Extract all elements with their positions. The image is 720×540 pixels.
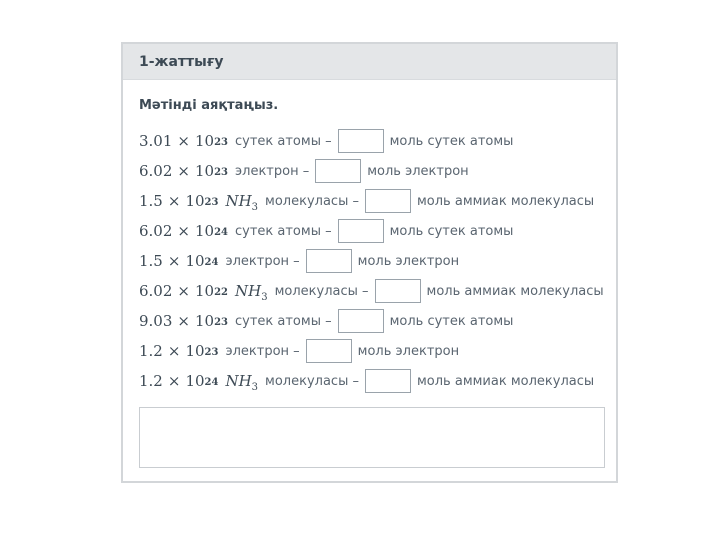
mantissa: 1.5 (139, 192, 163, 210)
base-ten: 10 (185, 192, 205, 210)
base-ten: 10 (194, 312, 215, 330)
base-ten: 10 (185, 342, 205, 360)
row-label: сутек атомы – (235, 313, 332, 329)
question-row (139, 308, 513, 334)
question-row (139, 218, 513, 244)
unit-label: моль аммиак молекуласы (416, 193, 595, 209)
chem-subscript: 3 (251, 202, 259, 213)
question-row (139, 248, 459, 274)
chem-subscript: 3 (261, 292, 268, 303)
answer-input[interactable] (338, 129, 384, 153)
chem-symbol: NH (225, 372, 252, 390)
chem-formula (235, 282, 268, 303)
exercise-card (121, 42, 618, 483)
answer-input[interactable] (365, 189, 411, 213)
math-quantity: 6.02 × 10 $^{22}$ $NH_3$ (139, 282, 268, 303)
unit-label: моль электрон (367, 163, 469, 179)
question-row (139, 128, 513, 154)
card-header (123, 44, 616, 80)
answer-input[interactable] (365, 369, 411, 393)
answer-input[interactable] (338, 309, 384, 333)
times-symbol: × (167, 192, 181, 210)
row-label: молекуласы – (265, 193, 359, 209)
answer-input[interactable] (315, 159, 361, 183)
question-row (139, 368, 594, 394)
base-ten: 10 (185, 372, 205, 390)
times-symbol: × (177, 132, 190, 150)
answer-input[interactable] (375, 279, 421, 303)
math-quantity: 1.5 × 10 $^{24}$ (139, 252, 219, 270)
row-label: сутек атомы – (235, 133, 332, 149)
instruction-text: Мәтінді аяқтаңыз. (139, 98, 279, 113)
question-row (139, 188, 594, 214)
times-symbol: × (177, 312, 190, 330)
chem-symbol: NH (235, 282, 262, 300)
row-label: электрон – (235, 163, 310, 179)
answer-input[interactable] (306, 339, 352, 363)
unit-label: моль сутек атомы (389, 133, 514, 149)
math-quantity: 3.01 × 10 $^{23}$ (139, 132, 228, 150)
answer-input[interactable] (306, 249, 352, 273)
mantissa: 1.2 (139, 372, 163, 390)
answer-input[interactable] (338, 219, 384, 243)
row-label: молекуласы – (274, 283, 369, 299)
row-label: электрон – (225, 253, 300, 269)
base-ten: 10 (194, 222, 215, 240)
chem-formula (225, 192, 259, 213)
row-label: сутек атомы – (235, 223, 332, 239)
times-symbol: × (177, 282, 190, 300)
feedback-box (139, 407, 605, 468)
mantissa: 6.02 (139, 222, 173, 240)
math-quantity: 6.02 × 10 $^{24}$ (139, 222, 228, 240)
math-quantity: 6.02 × 10 $^{23}$ (139, 162, 228, 180)
base-ten: 10 (194, 132, 215, 150)
math-quantity: 9.03 × 10 $^{23}$ (139, 312, 228, 330)
row-label: молекуласы – (265, 373, 359, 389)
base-ten: 10 (194, 282, 215, 300)
mantissa: 9.03 (139, 312, 173, 330)
times-symbol: × (167, 372, 181, 390)
chem-subscript: 3 (251, 382, 259, 393)
chem-formula (225, 372, 259, 393)
unit-label: моль сутек атомы (389, 313, 514, 329)
base-ten: 10 (194, 162, 215, 180)
unit-label: моль аммиак молекуласы (416, 373, 595, 389)
question-row (139, 278, 604, 304)
question-row (139, 158, 469, 184)
unit-label: моль электрон (357, 253, 460, 269)
times-symbol: × (167, 342, 181, 360)
question-row (139, 338, 459, 364)
mantissa: 1.5 (139, 252, 163, 270)
unit-label: моль аммиак молекуласы (426, 283, 604, 299)
times-symbol: × (177, 222, 190, 240)
math-quantity: 1.5 × 10 $^{23}$ $NH_3$ (139, 192, 259, 213)
math-quantity: 1.2 × 10 $^{24}$ $NH_3$ (139, 372, 259, 393)
times-symbol: × (177, 162, 190, 180)
mantissa: 6.02 (139, 282, 173, 300)
chem-symbol: NH (225, 192, 252, 210)
math-quantity: 1.2 × 10 $^{23}$ (139, 342, 219, 360)
times-symbol: × (167, 252, 181, 270)
unit-label: моль сутек атомы (389, 223, 514, 239)
row-label: электрон – (225, 343, 300, 359)
mantissa: 6.02 (139, 162, 173, 180)
base-ten: 10 (185, 252, 205, 270)
unit-label: моль электрон (357, 343, 460, 359)
mantissa: 1.2 (139, 342, 163, 360)
mantissa: 3.01 (139, 132, 173, 150)
card-title: 1-жаттығу (139, 53, 224, 70)
